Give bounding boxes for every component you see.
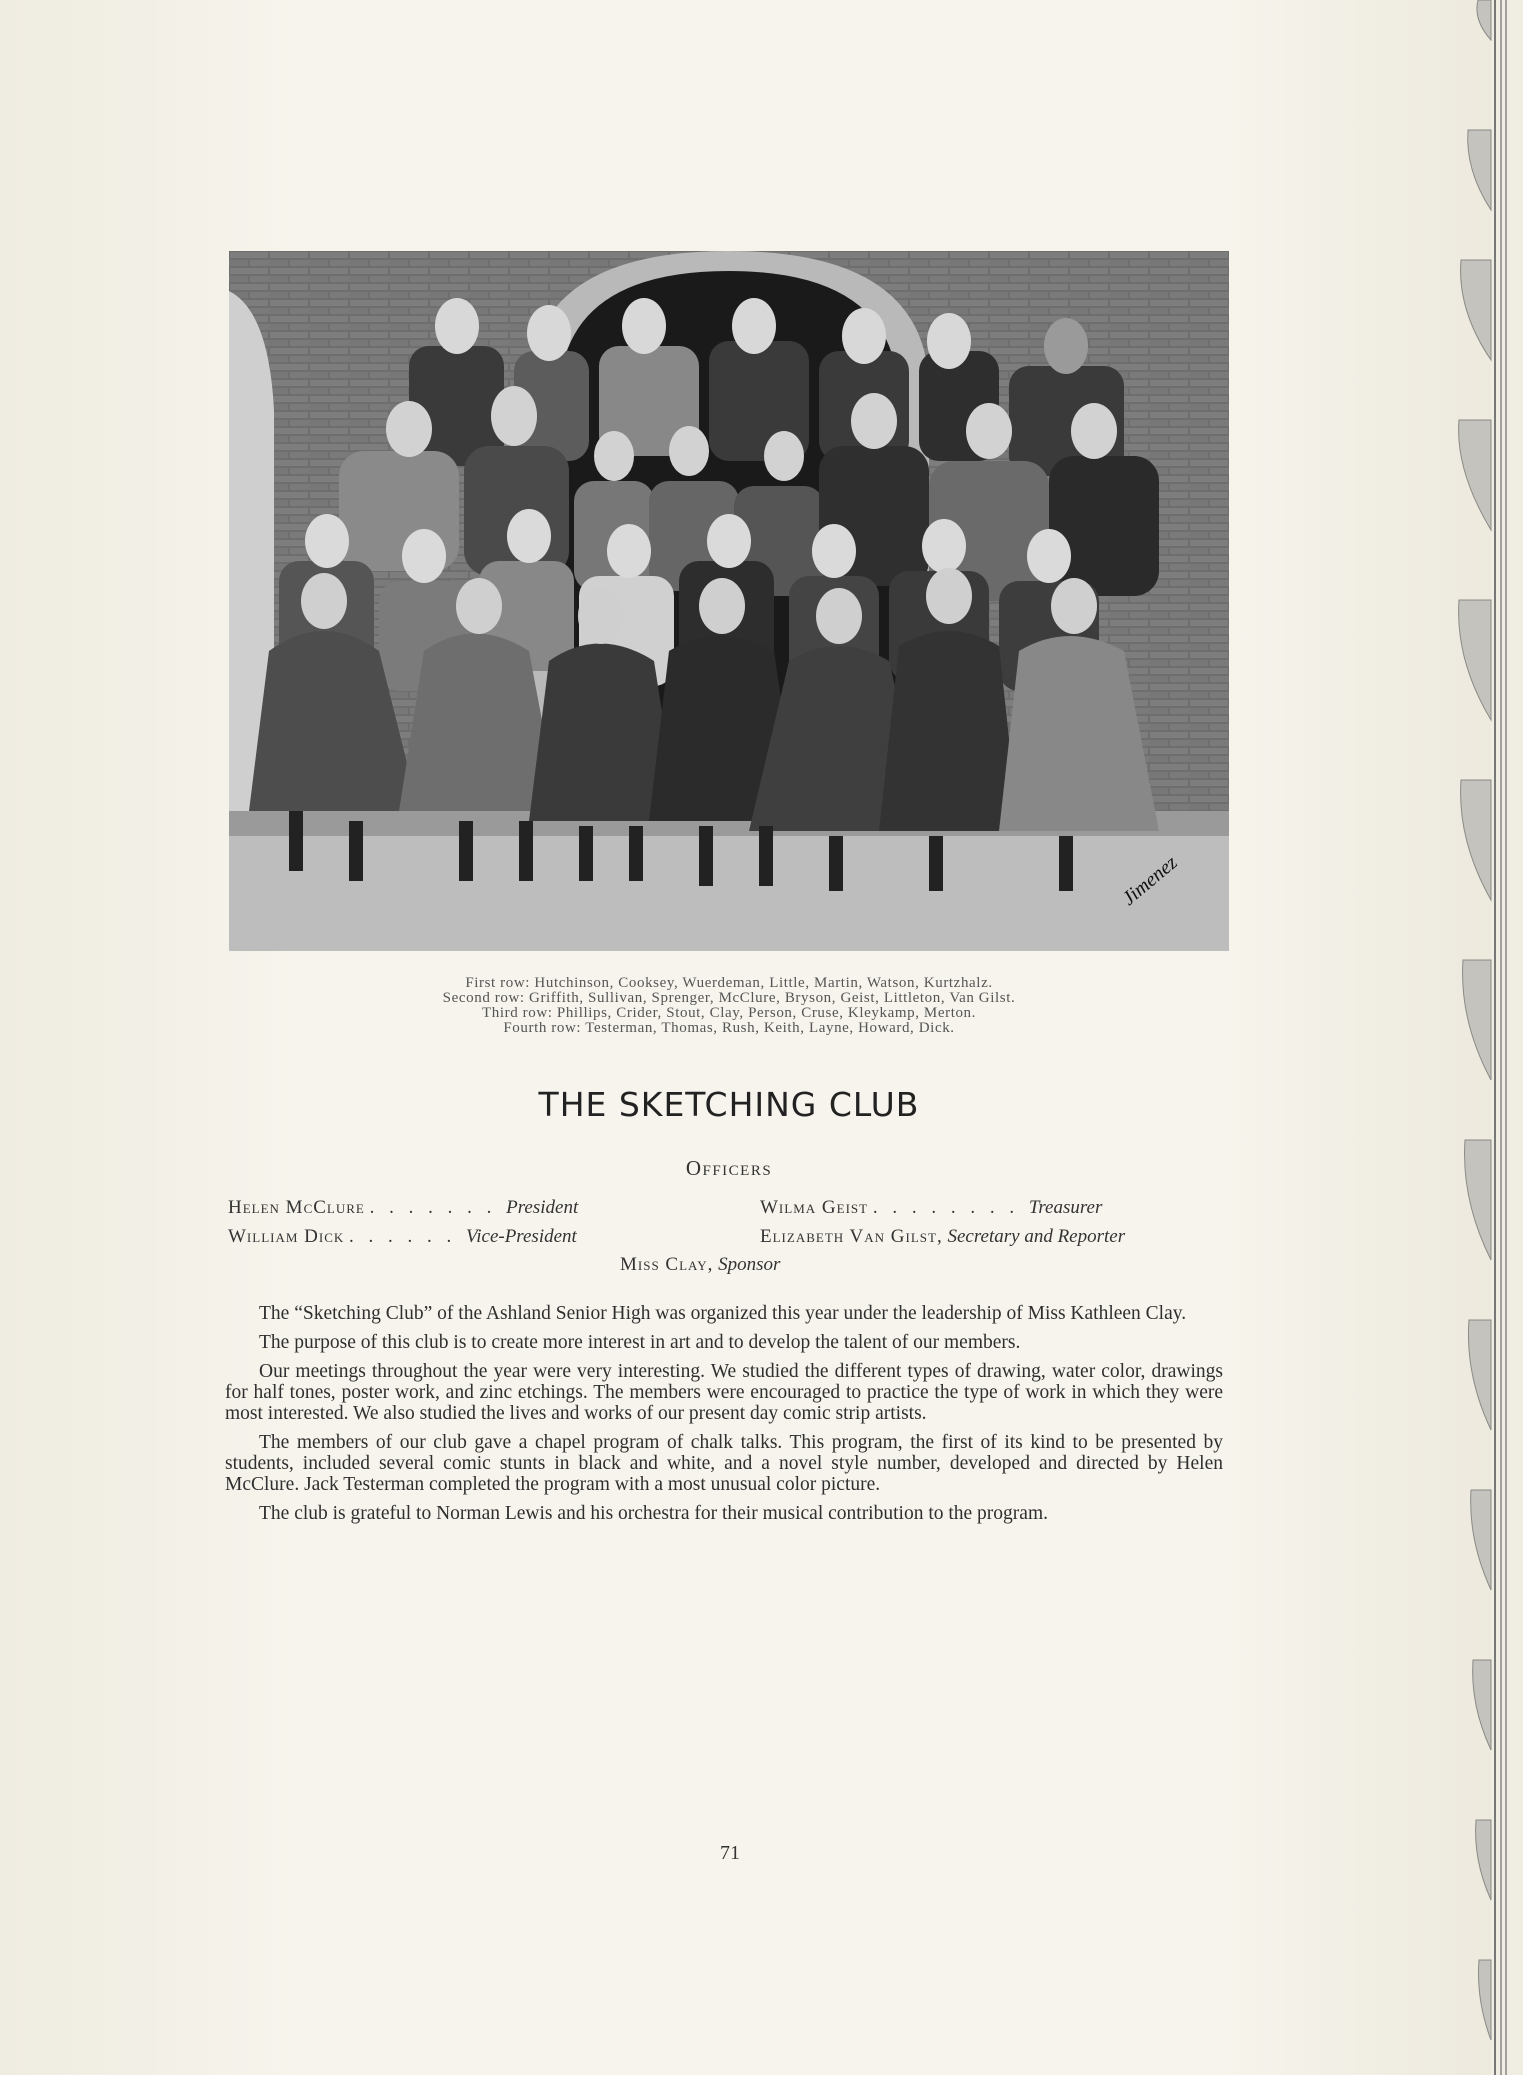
officer-name: Helen McClure — [228, 1197, 365, 1218]
decorative-border — [1373, 0, 1523, 2075]
article-body — [225, 1303, 1223, 1532]
officer-role: Secretary and Reporter — [947, 1226, 1126, 1247]
caption-line: Fourth row: Testerman, Thomas, Rush, Keith, Layne, Howard, Dick. — [503, 1020, 955, 1036]
page-title: THE SKETCHING CLUB — [538, 1085, 920, 1124]
caption-line: Third row: Phillips, Crider, Stout, Clay, Person, Cruse, Kleykamp, Merton. — [481, 1005, 977, 1021]
officer-name: Miss Clay, — [620, 1254, 714, 1275]
paragraph: The club is grateful to Norman Lewis and his orchestra for their musical contribution to the program. — [259, 1503, 1048, 1524]
officer-name: Elizabeth Van Gilst, — [760, 1226, 943, 1247]
officer-vice-president: William Dick . . . . . . Vice-President — [228, 1226, 577, 1247]
officer-role: Vice-President — [466, 1226, 577, 1247]
caption-line: First row: Hutchinson, Cooksey, Wuerdeman, Little, Martin, Watson, Kurtzhalz. — [465, 975, 993, 991]
officer-role: President — [506, 1197, 579, 1218]
paragraph: The purpose of this club is to create more interest in art and to develop the talent of our members. — [259, 1332, 1021, 1353]
officer-name: Wilma Geist — [760, 1197, 869, 1218]
officer-sponsor — [620, 1254, 780, 1276]
caption-line: Second row: Griffith, Sullivan, Sprenger, McClure, Bryson, Geist, Littleton, Van Gilst. — [442, 990, 1016, 1006]
officer-secretary — [760, 1226, 1125, 1248]
paragraph: The “Sketching Club” of the Ashland Senior High was organized this year under the leadership of Miss Kathleen Clay. — [259, 1303, 1187, 1324]
group-photo-image — [229, 251, 1229, 951]
officer-name: William Dick — [228, 1226, 345, 1247]
photo-caption — [229, 976, 1229, 1036]
page-number: 71 — [720, 1842, 740, 1864]
photographer-signature: Jimenez — [1118, 851, 1182, 910]
group-photo — [229, 251, 1229, 951]
officer-treasurer: Wilma Geist . . . . . . . . Treasurer — [760, 1197, 1103, 1218]
paragraph: Our meetings throughout the year were very interesting. We studied the different types of drawing, water color, drawings for half tones, poster work, and zinc etchings. The members were encouraged to practice the type of work in which they were most interested. We also studied the lives and works of our present day comic strip artists. — [225, 1361, 1223, 1424]
officers-heading: Officers — [685, 1156, 773, 1180]
officer-president: Helen McClure . . . . . . . President — [228, 1197, 579, 1218]
officer-role: Sponsor — [718, 1254, 781, 1275]
officer-role: Treasurer — [1028, 1197, 1103, 1218]
paragraph: The members of our club gave a chapel program of chalk talks. This program, the first of its kind to be presented by students, included several comic stunts in black and white, and a novel style number, developed and directed by Helen McClure. Jack Testerman completed the program with a most unusual color picture. — [225, 1432, 1223, 1495]
